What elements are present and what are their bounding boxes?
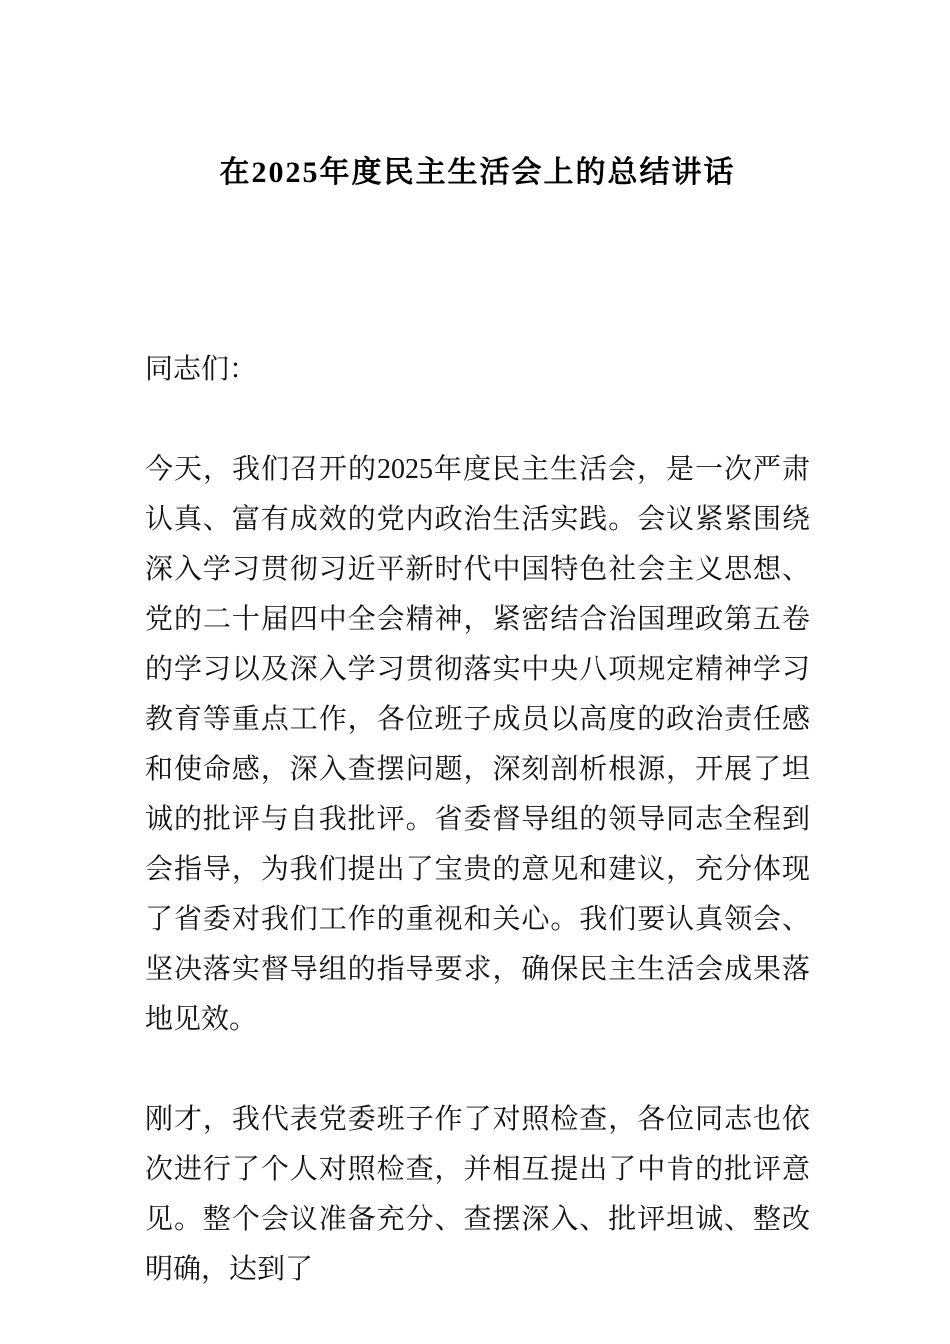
paragraph: 刚才，我代表党委班子作了对照检查，各位同志也依次进行了个人对照检查，并相互提出了中肯的批评意见。整个会议准备充分、查摆深入、批评坦诚、整改明确，达到了 <box>145 1104 810 1285</box>
document-body <box>145 445 810 1295</box>
paragraph: 今天，我们召开的2025年度民主生活会，是一次严肃认真、富有成效的党内政治生活实践。会议紧紧围绕深入学习贯彻习近平新时代中国特色社会主义思想、党的二十届四中全会精神，紧密结合治国理政第五卷的学习以及深入学习贯彻落实中央八项规定精神学习教育等重点工作，各位班子成员以高度的政治责任感和使命感，深入查摆问题，深刻剖析根源，开展了坦诚的批评与自我批评。省委督导组的领导同志全程到会指导，为我们提出了宝贵的意见和建议，充分体现了省委对我们工作的重视和关心。我们要认真领会、坚决落实督导组的指导要求，确保民主生活会成果落地见效。 <box>145 454 810 1035</box>
salutation: 同志们： <box>145 354 258 385</box>
document-content <box>145 0 810 1295</box>
document-title: 在2025年度民主生活会上的总结讲话 <box>219 156 736 189</box>
